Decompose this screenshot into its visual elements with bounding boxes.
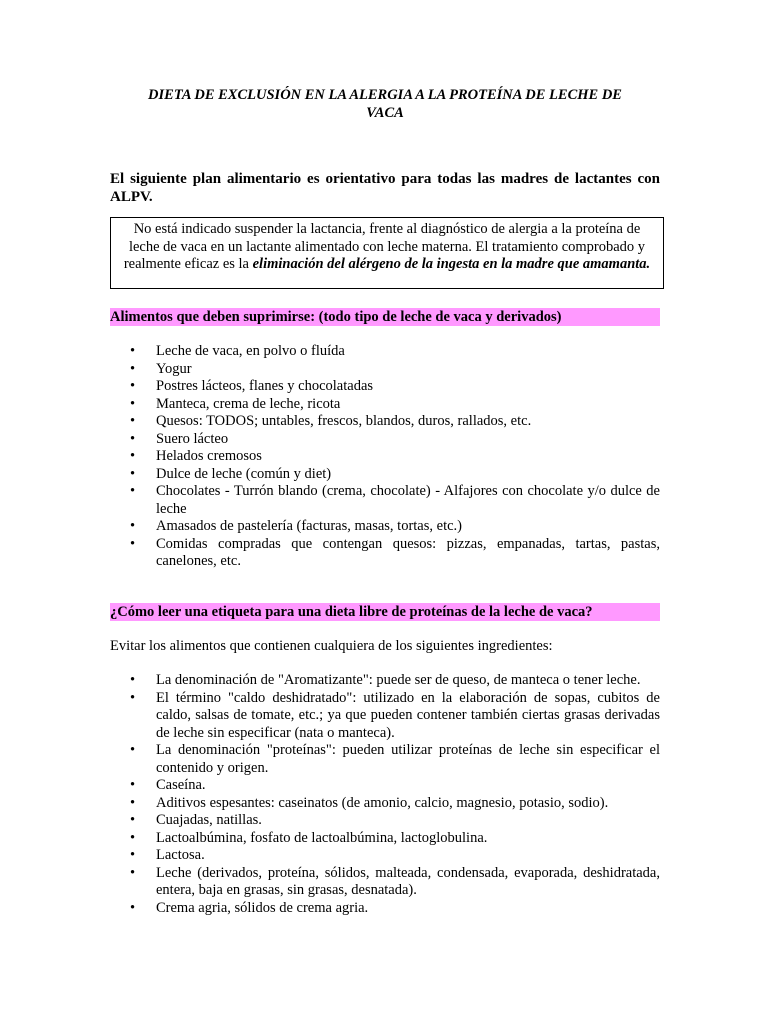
list-item <box>110 448 660 466</box>
bullet-icon: • <box>130 343 136 359</box>
list-item-text: Caseína. <box>156 777 206 793</box>
list-item <box>110 483 660 518</box>
list-item-text: Lactosa. <box>156 847 205 863</box>
list-item <box>110 466 660 484</box>
section-heading-label-reading: ¿Cómo leer una etiqueta para una dieta libre de proteínas de la leche de vaca? <box>110 603 660 621</box>
list-item <box>110 672 660 690</box>
list-item-text: Helados cremosos <box>156 448 262 464</box>
list-item-text: Lactoalbúmina, fosfato de lactoalbúmina, lactoglobulina. <box>156 829 488 846</box>
list-item-text: Suero lácteo <box>156 430 229 447</box>
list-item <box>110 396 660 414</box>
list-item <box>110 431 660 449</box>
bullet-icon: • <box>130 777 136 793</box>
foods-to-remove-list <box>110 343 660 571</box>
list-item <box>110 343 660 361</box>
list-item <box>110 536 660 571</box>
list-item <box>110 378 660 396</box>
bullet-icon: • <box>130 864 136 881</box>
title-line-2: VACA <box>366 105 404 121</box>
list-item-text: La denominación de "Aromatizante": puede ser de queso, de manteca o tener leche. <box>156 672 641 688</box>
bullet-icon: • <box>130 812 136 828</box>
bullet-icon: • <box>130 430 136 447</box>
intro-paragraph: El siguiente plan alimentario es orientativo para todas las madres de lactantes con ALPV. <box>110 171 660 205</box>
bullet-icon: • <box>130 448 136 464</box>
list-item-text: Chocolates - Turrón blando (crema, chocolate) - Alfajores con chocolate y/o dulce de leche <box>156 483 660 517</box>
list-item-text: Quesos: TODOS; untables, frescos, blandos, duros, rallados, etc. <box>156 413 532 429</box>
list-item <box>110 742 660 777</box>
list-item-text: Amasados de pastelería (facturas, masas, tortas, etc.) <box>156 518 462 534</box>
bullet-icon: • <box>130 395 136 412</box>
bullet-icon: • <box>130 483 136 499</box>
list-item-text: Aditivos espesantes: caseinatos (de amonio, calcio, magnesio, potasio, sodio). <box>156 794 609 811</box>
bullet-icon: • <box>130 899 136 916</box>
ingredients-intro: Evitar los alimentos que contienen cualquiera de los siguientes ingredientes: <box>110 638 553 654</box>
list-item <box>110 690 660 743</box>
bullet-icon: • <box>130 465 136 482</box>
list-item-text: Leche (derivados, proteína, sólidos, malteada, condensada, evaporada, deshidratada, entera, baja en grasas, sin grasas, desnatada). <box>156 864 660 898</box>
list-item-text: La denominación "proteínas": pueden utilizar proteínas de leche sin especificar el contenido y origen. <box>156 742 660 776</box>
notice-emphasis: eliminación del alérgeno de la ingesta en la madre que amamanta. <box>252 256 651 272</box>
list-item <box>110 900 660 918</box>
bullet-icon: • <box>130 360 136 377</box>
bullet-icon: • <box>130 518 136 534</box>
bullet-icon: • <box>130 378 136 394</box>
list-item-text: Comidas compradas que contengan quesos: pizzas, empanadas, tartas, pastas, canelones, etc. <box>156 535 660 569</box>
bullet-icon: • <box>130 829 136 846</box>
title-line-1: DIETA DE EXCLUSIÓN EN LA ALERGIA A LA PROTEÍNA DE LECHE DE <box>148 87 622 103</box>
list-item <box>110 865 660 900</box>
list-item-text: Manteca, crema de leche, ricota <box>156 395 341 412</box>
bullet-icon: • <box>130 847 136 863</box>
list-item <box>110 777 660 795</box>
bullet-icon: • <box>130 689 136 706</box>
list-item-text: Yogur <box>156 360 192 377</box>
document-title <box>110 86 660 122</box>
list-item <box>110 361 660 379</box>
ingredients-to-avoid-list <box>110 672 660 917</box>
list-item-text: Dulce de leche (común y diet) <box>156 465 332 482</box>
bullet-icon: • <box>130 535 136 552</box>
list-item-text: El término "caldo deshidratado": utilizado en la elaboración de sopas, cubitos de caldo, salsas de tomate, etc.; ya que pueden contener también ciertas grasas derivadas de leche sin especificar (nata o manteca). <box>156 689 660 741</box>
list-item-text: Postres lácteos, flanes y chocolatadas <box>156 378 374 394</box>
section-heading-foods-to-remove: Alimentos que deben suprimirse: (todo tipo de leche de vaca y derivados) <box>110 308 660 326</box>
list-item <box>110 518 660 536</box>
list-item-text: Cuajadas, natillas. <box>156 812 262 828</box>
bullet-icon: • <box>130 413 136 429</box>
list-item <box>110 812 660 830</box>
bullet-icon: • <box>130 742 136 758</box>
list-item-text: Leche de vaca, en polvo o fluída <box>156 343 345 359</box>
bullet-icon: • <box>130 672 136 688</box>
list-item <box>110 830 660 848</box>
list-item <box>110 795 660 813</box>
notice-text: No está indicado suspender la lactancia, frente al diagnóstico de alergia a la proteína de leche de vaca en un lactante alimentado con leche materna. El tratamiento comprobado y realmente eficaz es la <box>123 221 646 272</box>
bullet-icon: • <box>130 794 136 811</box>
notice-box <box>110 217 664 289</box>
list-item <box>110 847 660 865</box>
list-item-text: Crema agria, sólidos de crema agria. <box>156 899 369 916</box>
list-item <box>110 413 660 431</box>
